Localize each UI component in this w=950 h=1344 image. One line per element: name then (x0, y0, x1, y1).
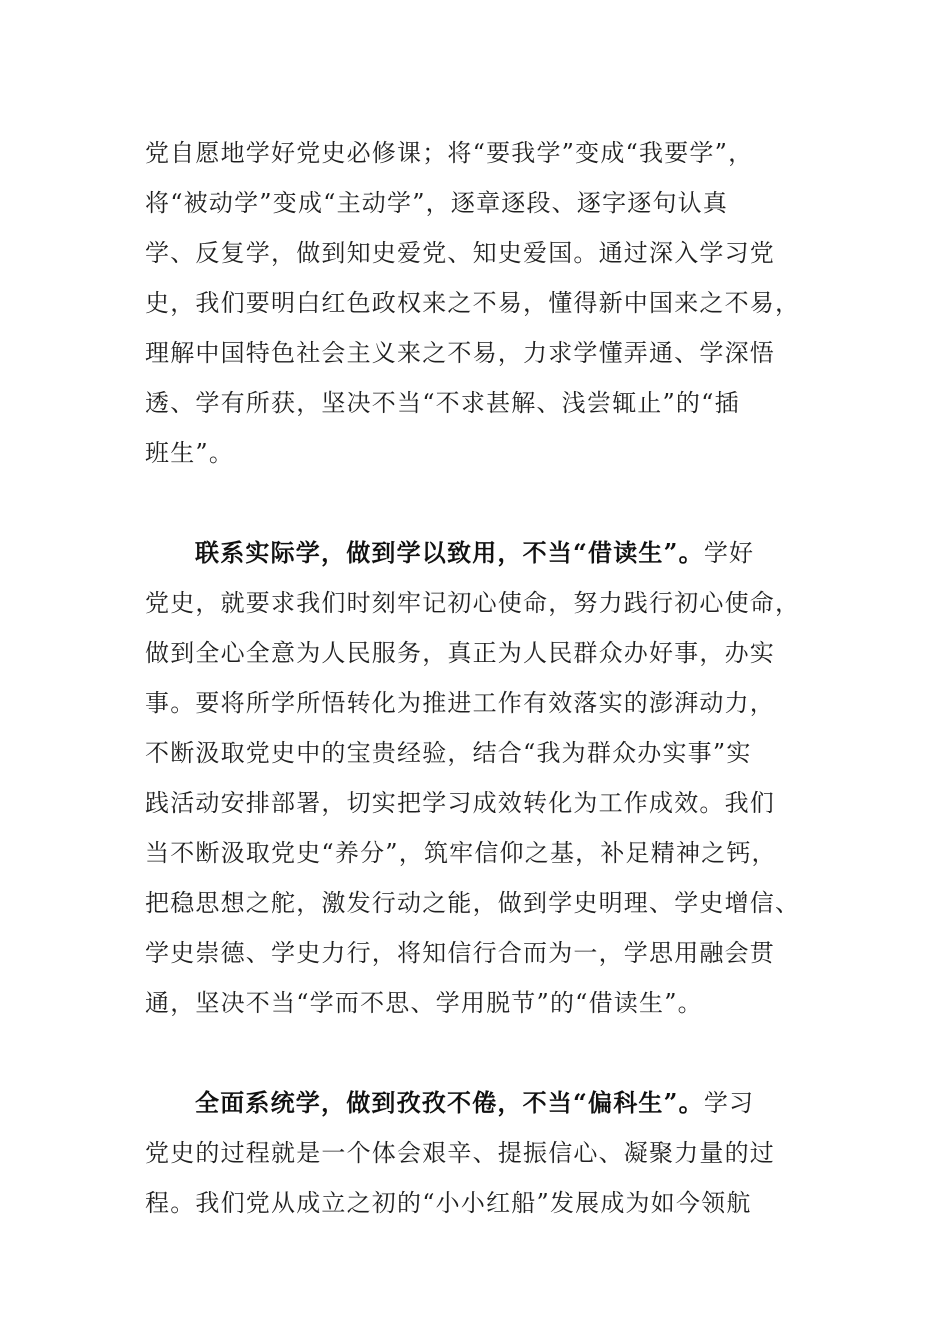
paragraph-2-line-9: 学史崇德、学史力行，将知信行合而为一，学思用融会贯 (145, 939, 775, 967)
paragraph-3-first-line (195, 1088, 754, 1118)
paragraph-2-line-8: 把稳思想之舵，激发行动之能，做到学史明理、学史增信、 (145, 889, 801, 917)
paragraph-1-line-5: 理解中国特色社会主义来之不易，力求学懂弄通、学深悟 (145, 339, 775, 367)
paragraph-2-line-5: 不断汲取党史中的宝贵经验，结合“我为群众办实事”实 (145, 739, 752, 767)
paragraph-1-line-2: 将“被动学”变成“主动学”，逐章逐段、逐字逐句认真 (145, 189, 729, 217)
paragraph-2-line-4: 事。要将所学所悟转化为推进工作有效落实的澎湃动力， (145, 689, 775, 717)
paragraph-2-line-6: 践活动安排部署，切实把学习成效转化为工作成效。我们 (145, 789, 775, 817)
paragraph-1-line-6: 透、学有所获，坚决不当“不求甚解、浅尝辄止”的“插 (145, 389, 740, 417)
paragraph-2-line-7: 当不断汲取党史“养分”，筑牢信仰之基，补足精神之钙， (145, 839, 777, 867)
paragraph-1-line-7: 班生”。 (145, 439, 235, 467)
paragraph-2-line-3: 做到全心全意为人民服务，真正为人民群众办好事，办实 (145, 639, 775, 667)
paragraph-1-line-4: 史，我们要明白红色政权来之不易，懂得新中国来之不易， (145, 289, 801, 317)
paragraph-2-first-line (195, 538, 754, 568)
paragraph-3-first-line-rest: 学习 (703, 1089, 755, 1117)
paragraph-3-heading: 全面系统学，做到孜孜不倦，不当“偏科生”。 (195, 1088, 704, 1117)
paragraph-3-line-2: 党史的过程就是一个体会艰辛、提振信心、凝聚力量的过 (145, 1139, 775, 1167)
paragraph-3-line-3: 程。我们党从成立之初的“小小红船”发展成为如今领航 (145, 1189, 752, 1217)
paragraph-1-line-3: 学、反复学，做到知史爱党、知史爱国。通过深入学习党 (145, 239, 775, 267)
paragraph-1-line-1: 党自愿地学好党史必修课；将“要我学”变成“我要学”， (145, 139, 754, 167)
paragraph-2-line-10: 通，坚决不当“学而不思、学用脱节”的“借读生”。 (145, 989, 703, 1017)
paragraph-2-first-line-rest: 学好 (703, 539, 755, 567)
paragraph-2-line-2: 党史，就要求我们时刻牢记初心使命，努力践行初心使命， (145, 589, 801, 617)
paragraph-2-heading: 联系实际学，做到学以致用，不当“借读生”。 (195, 538, 704, 567)
